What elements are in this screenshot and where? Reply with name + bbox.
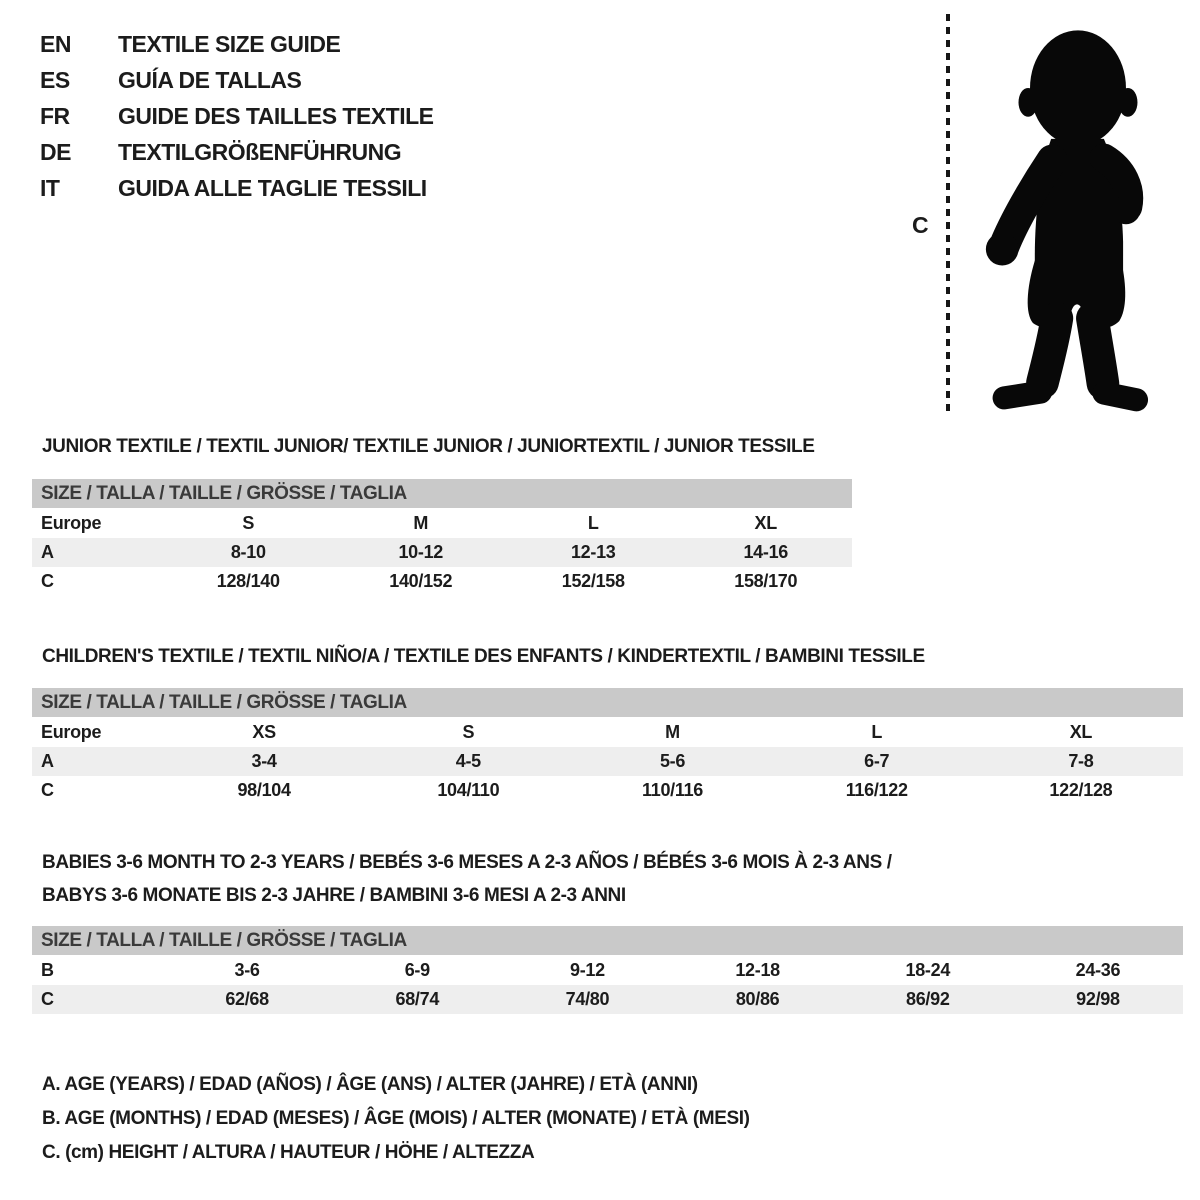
lang-code: FR xyxy=(40,103,70,129)
lang-row-en xyxy=(40,26,434,62)
lang-row-it xyxy=(40,170,434,206)
table-cell: 8-10 xyxy=(230,542,266,562)
table-cell: 86/92 xyxy=(906,989,950,1009)
children-size-table xyxy=(32,718,1183,805)
table-cell: L xyxy=(587,513,599,533)
babies-section-title xyxy=(42,846,892,912)
table-cell: L xyxy=(871,722,883,742)
table-row-months xyxy=(32,956,1183,985)
row-label: A xyxy=(41,542,54,562)
row-label: A xyxy=(41,751,54,771)
table-cell: 24-36 xyxy=(1075,960,1121,980)
table-cell: 74/80 xyxy=(565,989,610,1009)
table-cell: 92/98 xyxy=(1076,989,1120,1009)
table-cell: 6-7 xyxy=(864,751,890,771)
table-cell: 140/152 xyxy=(389,571,453,591)
table-cell: 80/86 xyxy=(735,989,780,1009)
table-row-height xyxy=(32,776,1183,805)
lang-code: DE xyxy=(40,139,71,165)
guide-title: GUIDA ALLE TAGLIE TESSILI xyxy=(118,175,427,201)
table-cell: 9-12 xyxy=(570,960,605,980)
babies-size-table xyxy=(32,956,1183,1014)
table-cell: M xyxy=(665,722,680,742)
table-row-age xyxy=(32,747,1183,776)
guide-title: GUIDE DES TAILLES TEXTILE xyxy=(118,103,434,129)
table-cell: 5-6 xyxy=(659,751,686,771)
babies-title-line-1: BABIES 3-6 MONTH TO 2-3 YEARS / BEBÉS 3-6 MESES A 2-3 AÑOS / BÉBÉS 3-6 MOIS À 2-3 ANS / xyxy=(42,852,892,873)
table-cell: 3-6 xyxy=(234,960,260,980)
row-label: Europe xyxy=(41,513,102,533)
table-cell: XL xyxy=(754,513,777,533)
row-label: C xyxy=(41,989,54,1009)
guide-title: TEXTILE SIZE GUIDE xyxy=(118,31,341,57)
table-cell: S xyxy=(242,513,255,533)
table-cell: 18-24 xyxy=(905,960,951,980)
language-title-list xyxy=(40,26,434,206)
table-row-age xyxy=(32,538,852,567)
table-cell: 128/140 xyxy=(216,571,280,591)
table-row-europe xyxy=(32,509,852,538)
table-row-height xyxy=(32,985,1183,1014)
lang-code: ES xyxy=(40,67,70,93)
measurement-legend xyxy=(42,1068,750,1170)
table-cell: 12-18 xyxy=(735,960,780,980)
lang-row-de xyxy=(40,134,434,170)
junior-section-title: JUNIOR TEXTILE / TEXTIL JUNIOR/ TEXTILE JUNIOR / JUNIORTEXTIL / JUNIOR TESSILE xyxy=(42,436,815,457)
table-cell: 68/74 xyxy=(395,989,440,1009)
table-cell: 110/116 xyxy=(642,780,703,800)
table-cell: 14-16 xyxy=(743,542,789,562)
junior-size-banner: SIZE / TALLA / TAILLE / GRÖSSE / TAGLIA xyxy=(32,479,852,508)
table-cell: S xyxy=(462,722,475,742)
lang-code: EN xyxy=(40,31,71,57)
guide-title: GUÍA DE TALLAS xyxy=(118,67,302,93)
babies-size-banner: SIZE / TALLA / TAILLE / GRÖSSE / TAGLIA xyxy=(32,926,1183,955)
height-dashed-line xyxy=(946,14,950,416)
row-label: C xyxy=(41,571,54,591)
row-label: Europe xyxy=(41,722,102,742)
table-cell: XS xyxy=(252,722,276,742)
children-size-banner: SIZE / TALLA / TAILLE / GRÖSSE / TAGLIA xyxy=(32,688,1183,717)
table-cell: 10-12 xyxy=(398,542,444,562)
children-section-title: CHILDREN'S TEXTILE / TEXTIL NIÑO/A / TEXTILE DES ENFANTS / KINDERTEXTIL / BAMBINI TESSILE xyxy=(42,646,925,667)
lang-code: IT xyxy=(40,175,60,201)
legend-line-b: B. AGE (MONTHS) / EDAD (MESES) / ÂGE (MOIS) / ALTER (MONATE) / ETÀ (MESI) xyxy=(42,1108,750,1129)
table-cell: M xyxy=(413,513,429,533)
table-cell: XL xyxy=(1069,722,1093,742)
lang-row-fr xyxy=(40,98,434,134)
table-cell: 98/104 xyxy=(237,780,291,800)
table-cell: 3-4 xyxy=(251,751,277,771)
height-measure-label: C xyxy=(912,212,929,238)
table-cell: 4-5 xyxy=(455,751,481,771)
table-cell: 152/158 xyxy=(561,571,625,591)
table-cell: 122/128 xyxy=(1049,780,1113,800)
junior-size-table xyxy=(32,509,852,596)
table-cell: 62/68 xyxy=(225,989,269,1009)
row-label: C xyxy=(41,780,54,800)
lang-row-es xyxy=(40,62,434,98)
toddler-silhouette-icon xyxy=(956,16,1152,419)
table-row-europe xyxy=(32,718,1183,747)
table-cell: 7-8 xyxy=(1068,751,1094,771)
table-cell: 104/110 xyxy=(437,780,500,800)
table-row-height xyxy=(32,567,852,596)
legend-line-c: C. (cm) HEIGHT / ALTURA / HAUTEUR / HÖHE / ALTEZZA xyxy=(42,1142,535,1163)
table-cell: 116/122 xyxy=(845,780,908,800)
table-cell: 6-9 xyxy=(404,960,430,980)
row-label: B xyxy=(41,960,54,980)
guide-title: TEXTILGRÖßENFÜHRUNG xyxy=(118,139,402,165)
table-cell: 12-13 xyxy=(570,542,616,562)
babies-title-line-2: BABYS 3-6 MONATE BIS 2-3 JAHRE / BAMBINI 3-6 MESI A 2-3 ANNI xyxy=(42,885,626,906)
legend-line-a: A. AGE (YEARS) / EDAD (AÑOS) / ÂGE (ANS) / ALTER (JAHRE) / ETÀ (ANNI) xyxy=(42,1074,698,1095)
table-cell: 158/170 xyxy=(734,571,798,591)
